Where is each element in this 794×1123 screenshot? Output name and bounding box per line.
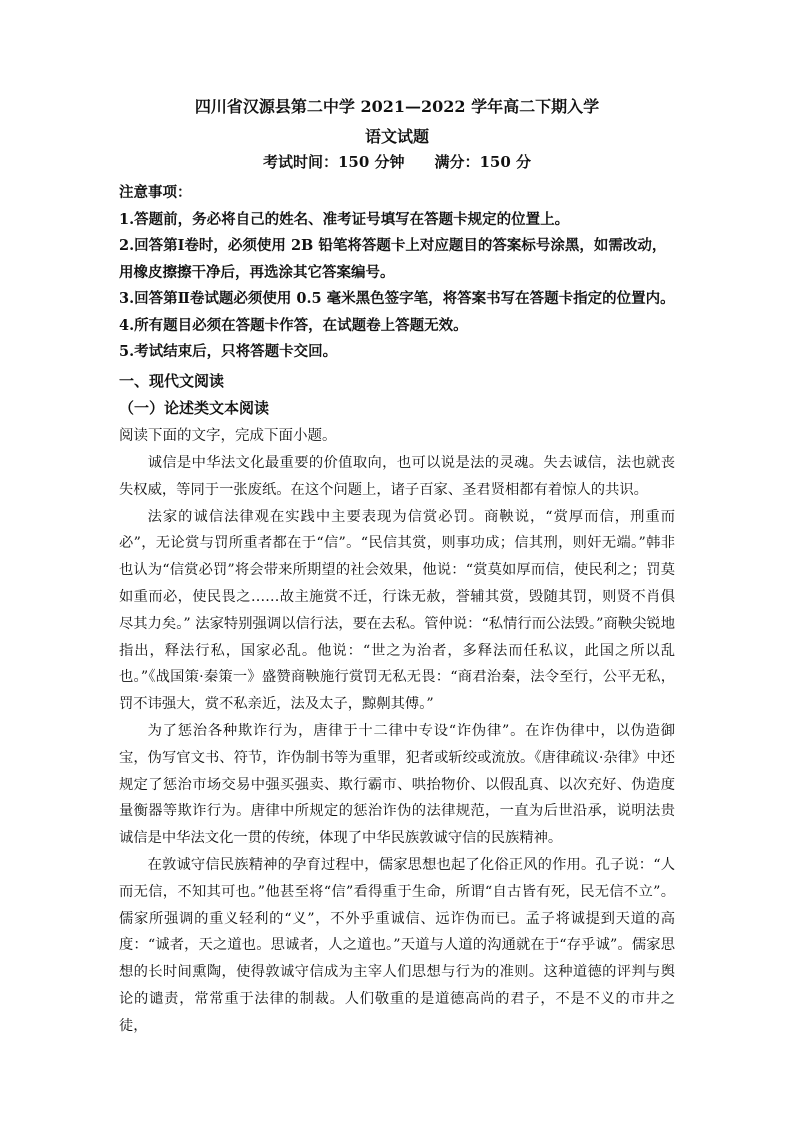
- exam-time: 考试时间：150 分钟: [262, 153, 405, 171]
- note-item: 2.回答第Ⅰ卷时，必须使用 2B 铅笔将答题卡上对应题目的答案标号涂黑，如需改动，用橡皮擦擦干净后，再选涂其它答案编号。: [119, 237, 667, 281]
- part-heading: 一、现代文阅读: [119, 372, 225, 390]
- passage-paragraph: 为了惩治各种欺诈行为，唐律于十二律中专设“诈伪律”。在诈伪律中，以伪造御宝，伪写官文书、符节，诈伪制书等为重罪，犯者或斩绞或流放。《唐律疏议·杂律》中还规定了惩治市场交易中强买强卖、欺行霸市、哄抬物价、以假乱真、以次充好、伪造度量衡器等欺诈行为。唐律中所规定的惩治诈伪的法律规范，一直为后世沿承，说明法贵诚信是中华法文化一贯的传统，体现了中华民族敦诚守信的民族精神。: [119, 722, 675, 847]
- passage-paragraph: 诚信是中华法文化最重要的价值取向，也可以说是法的灵魂。失去诚信，法也就丧失权威，等同于一张废纸。在这个问题上，诸子百家、圣君贤相都有着惊人的共识。: [119, 455, 675, 498]
- note-item: 4.所有题目必须在答题卡作答，在试题卷上答题无效。: [119, 316, 468, 334]
- full-score: 满分：150 分: [434, 153, 532, 171]
- reading-passage: [119, 450, 675, 1040]
- reading-instruction: 阅读下面的文字，完成下面小题。: [119, 428, 337, 444]
- note-item: 5.考试结束后，只将答题卡交回。: [119, 343, 338, 360]
- exam-info: [0, 151, 794, 172]
- passage-paragraph: 在敦诚守信民族精神的孕育过程中，儒家思想也起了化俗正风的作用。孔子说：“人而无信，不知其可也。”他甚至将“信”看得重于生命，所谓“自古皆有死，民无信不立”。儒家所强调的重义轻利的“义”，不外乎重诚信、远诈伪而已。孟子将诚提到天道的高度：“诚者，天之道也。思诚者，人之道也。”天道与人道的沟通就在于“存乎诚”。儒家思想的长时间熏陶，使得敦诚守信成为主宰人们思想与行为的准则。这种道德的评判与舆论的谴责，常常重于法律的制裁。人们敬重的是道德高尚的君子，不是不义的市井之徒，: [119, 856, 675, 1034]
- note-item: 3.回答第Ⅱ卷试题必须使用 0.5 毫米黑色签字笔，将答案书写在答题卡指定的位置内。: [119, 290, 675, 307]
- subpart-heading: （一）论述类文本阅读: [119, 399, 270, 417]
- notes-section: [119, 180, 679, 366]
- exam-subject: 语文试题: [364, 127, 429, 146]
- passage-paragraph: 法家的诚信法律观在实践中主要表现为信赏必罚。商鞅说，“赏厚而信，刑重而必”，无论赏与罚所重者都在于“信”。“民信其赏，则事功成；信其刑，则奸无端。”韩非也认为“信赏必罚”将会带来所期望的社会效果，他说：“赏莫如厚而信，使民利之；罚莫如重而必，使民畏之……故主施赏不迁，行诛无赦，誉辅其赏，毁随其罚，则贤不肖俱尽其力矣。” 法家特别强调以信行法，要在去私。管仲说：“私情行而公法毁。”商鞅尖锐地指出，释法行私，国家必乱。他说：“世之为治者，多释法而任私议，此国之所以乱也。”《战国策·秦策一》盛赞商鞅施行赏罚无私无畏：“商君治秦，法令至行，公平无私，罚不讳强大，赏不私亲近，法及太子，黥劓其傅。”: [119, 508, 675, 713]
- exam-title: 四川省汉源县第二中学 2021—2022 学年高二下期入学: [194, 97, 600, 116]
- note-item: 1.答题前，务必将自己的姓名、准考证号填写在答题卡规定的位置上。: [119, 210, 570, 228]
- notes-heading: 注意事项：: [119, 184, 192, 201]
